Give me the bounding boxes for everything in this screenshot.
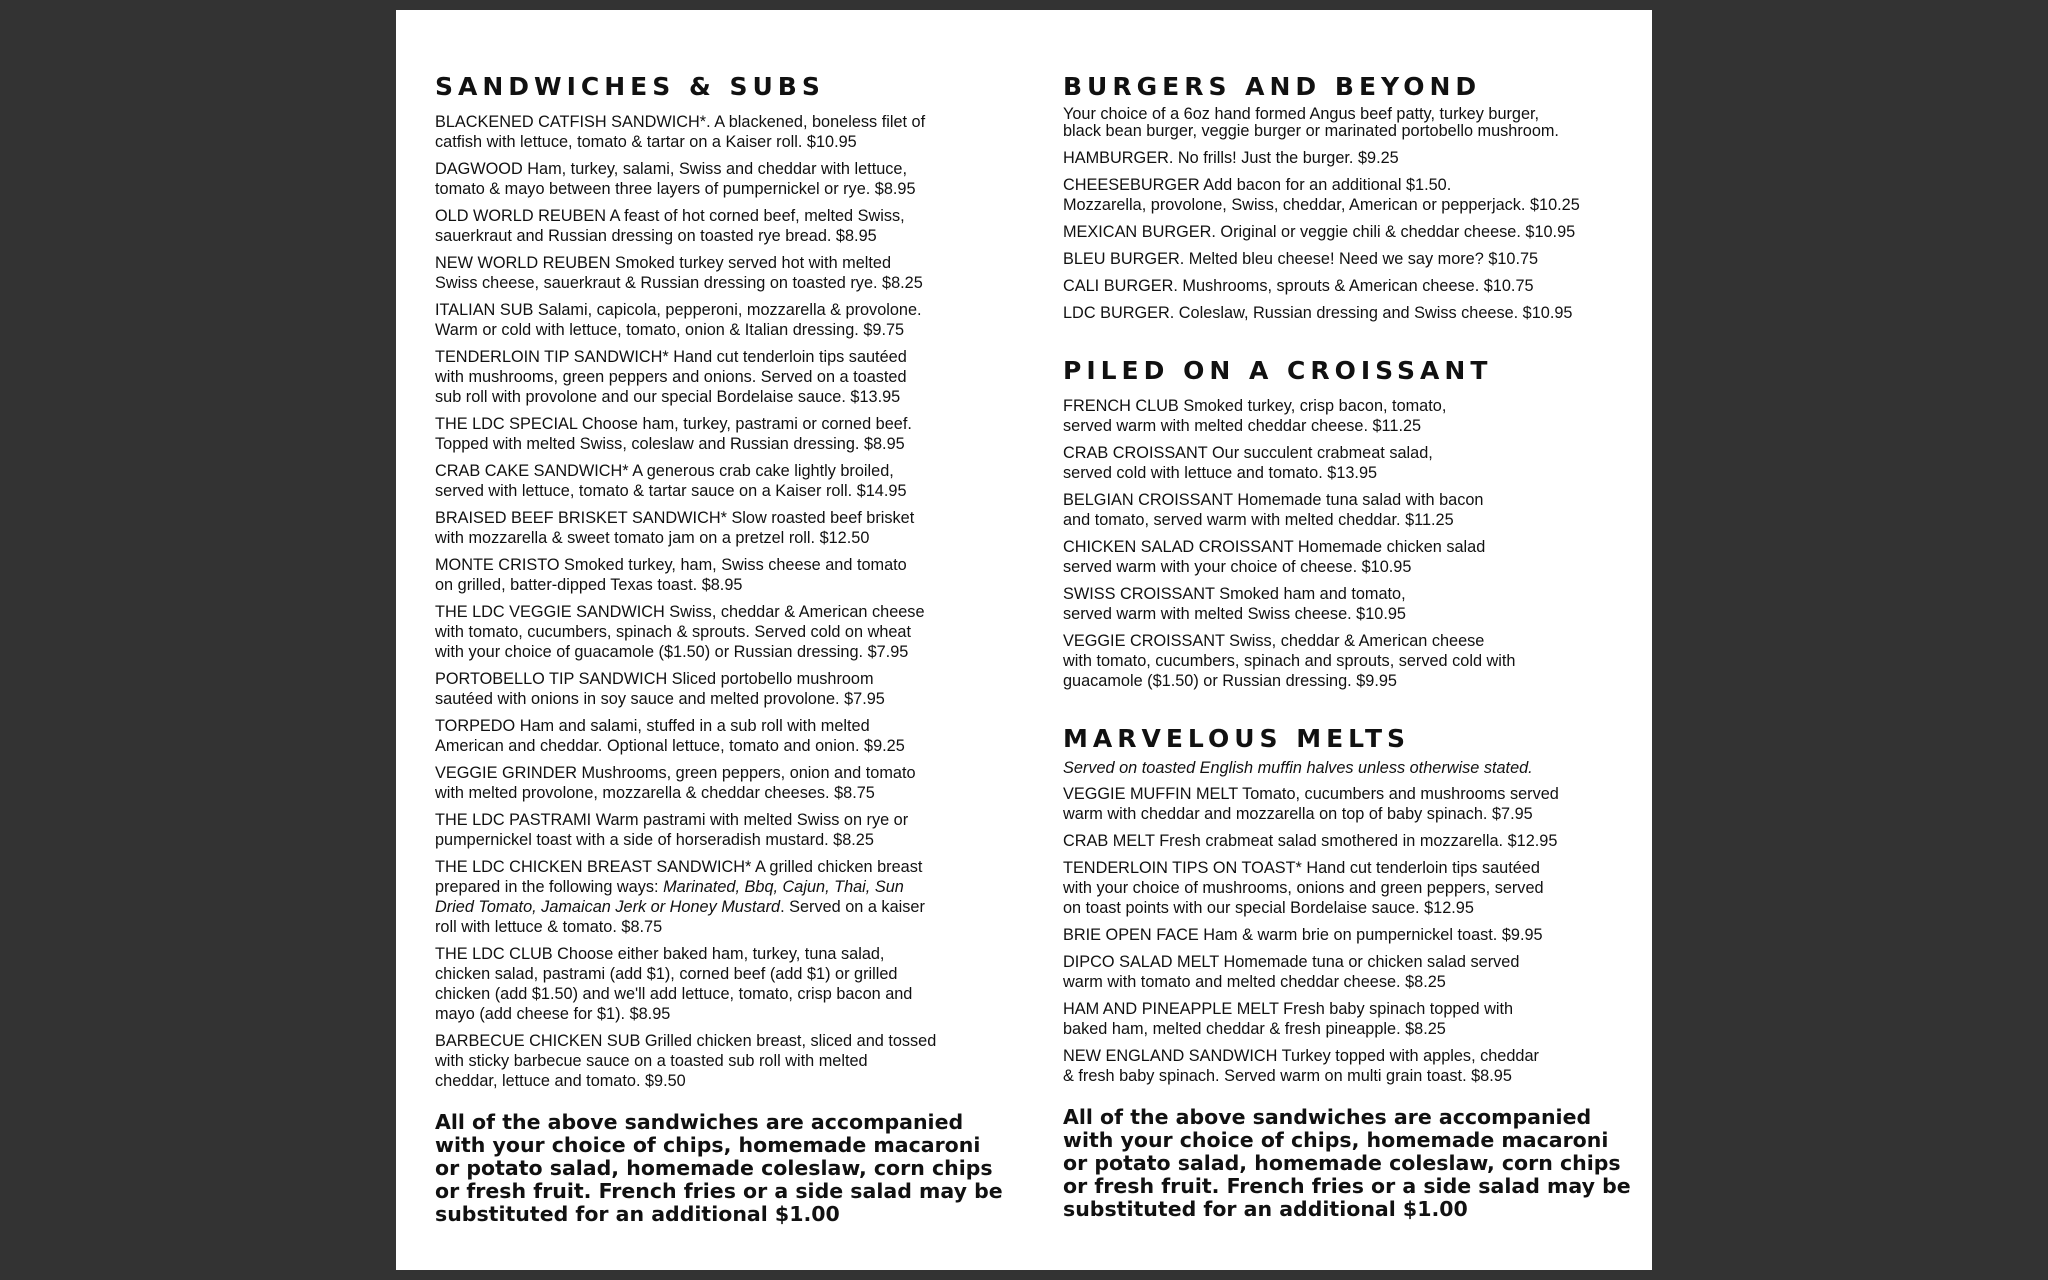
menu-item-line: VEGGIE MUFFIN MELT Tomato, cucumbers and mushrooms served: [1063, 785, 1559, 803]
menu-item-line: FRENCH CLUB Smoked turkey, crisp bacon, tomato,: [1063, 397, 1447, 415]
menu-item: [435, 944, 975, 1024]
menu-item: [1063, 537, 1623, 577]
menu-item: [435, 508, 975, 548]
menu-item-line: on toast points with our special Bordelaise sauce. $12.95: [1063, 899, 1474, 917]
menu-item-line: with mushrooms, green peppers and onions. Served on a toasted: [435, 368, 907, 386]
menu-item: [435, 159, 975, 199]
menu-item-line: baked ham, melted cheddar & fresh pineapple. $8.25: [1063, 1020, 1446, 1038]
menu-item-line: TORPEDO Ham and salami, stuffed in a sub roll with melted: [435, 717, 870, 735]
menu-item-line: PORTOBELLO TIP SANDWICH Sliced portobello mushroom: [435, 670, 874, 688]
croissant-list: [1063, 396, 1623, 691]
menu-item: [435, 1031, 975, 1091]
menu-item-line: BLACKENED CATFISH SANDWICH*. A blackened, boneless filet of: [435, 113, 926, 131]
text-line: or fresh fruit. French fries or a side salad may be: [1063, 1174, 1631, 1198]
menu-item-line: BELGIAN CROISSANT Homemade tuna salad with bacon: [1063, 491, 1484, 509]
menu-item-line: [435, 877, 975, 897]
menu-item: [435, 763, 975, 803]
menu-item-line: OLD WORLD REUBEN A feast of hot corned beef, melted Swiss,: [435, 207, 905, 225]
menu-item-line: with melted provolone, mozzarella & cheddar cheeses. $8.75: [435, 784, 875, 802]
text-line: black bean burger, veggie burger or marinated portobello mushroom.: [1063, 122, 1559, 140]
menu-item-line: MEXICAN BURGER. Original or veggie chili & cheddar cheese. $10.95: [1063, 223, 1576, 241]
menu-item-options: Dried Tomato, Jamaican Jerk or Honey Mustard: [435, 898, 781, 916]
menu-item-line: CHEESEBURGER Add bacon for an additional $1.50.: [1063, 176, 1452, 194]
menu-item-line: with your choice of mushrooms, onions and green peppers, served: [1063, 879, 1544, 897]
menu-item-line: HAM AND PINEAPPLE MELT Fresh baby spinach topped with: [1063, 1000, 1514, 1018]
menu-item-line: VEGGIE CROISSANT Swiss, cheddar & American cheese: [1063, 632, 1485, 650]
text-line: with your choice of chips, homemade macaroni: [1063, 1128, 1609, 1152]
text-line: with your choice of chips, homemade macaroni: [435, 1133, 981, 1157]
left-column: [435, 72, 1003, 1226]
menu-item-line: CRAB CAKE SANDWICH* A generous crab cake lightly broiled,: [435, 462, 894, 480]
menu-item-line: roll with lettuce & tomato. $8.75: [435, 918, 663, 936]
menu-item-line: served cold with lettuce and tomato. $13.95: [1063, 464, 1378, 482]
menu-item-line: DAGWOOD Ham, turkey, salami, Swiss and cheddar with lettuce,: [435, 160, 908, 178]
menu-item-line: [435, 897, 975, 917]
menu-item-line: THE LDC SPECIAL Choose ham, turkey, pastrami or corned beef.: [435, 415, 912, 433]
menu-item: [1063, 222, 1623, 242]
section-title-croissant: PILED ON A CROISSANT: [1063, 356, 1493, 385]
menu-item-line: Topped with melted Swiss, coleslaw and Russian dressing. $8.95: [435, 435, 905, 453]
menu-item-line: served warm with your choice of cheese. $10.95: [1063, 558, 1412, 576]
menu-item-line: THE LDC PASTRAMI Warm pastrami with melted Swiss on rye or: [435, 811, 909, 829]
menu-item-line: SWISS CROISSANT Smoked ham and tomato,: [1063, 585, 1406, 603]
menu-item-line: sauerkraut and Russian dressing on toasted rye bread. $8.95: [435, 227, 877, 245]
menu-item-line: served warm with melted Swiss cheese. $10.95: [1063, 605, 1406, 623]
text-line: All of the above sandwiches are accompanied: [435, 1110, 964, 1134]
menu-item-line: NEW ENGLAND SANDWICH Turkey topped with apples, cheddar: [1063, 1047, 1539, 1065]
menu-item-line: mayo (add cheese for $1). $8.95: [435, 1005, 671, 1023]
menu-item: [435, 461, 975, 501]
menu-item-line: Swiss cheese, sauerkraut & Russian dressing on toasted rye. $8.25: [435, 274, 923, 292]
burger-intro: [1063, 106, 1623, 140]
menu-item: [1063, 490, 1623, 530]
menu-item: [435, 810, 975, 850]
menu-item: [435, 206, 975, 246]
menu-item-line: BARBECUE CHICKEN SUB Grilled chicken breast, sliced and tossed: [435, 1032, 937, 1050]
menu-item-line: warm with cheddar and mozzarella on top of baby spinach. $7.95: [1063, 805, 1533, 823]
menu-item: [1063, 999, 1623, 1039]
section-gap: [1063, 698, 1623, 724]
menu-item: [435, 716, 975, 756]
menu-item-line: guacamole ($1.50) or Russian dressing. $9.95: [1063, 672, 1397, 690]
menu-item-line: ITALIAN SUB Salami, capicola, pepperoni, mozzarella & provolone.: [435, 301, 922, 319]
menu-item-options: Marinated, Bbq, Cajun, Thai, Sun: [663, 878, 904, 896]
menu-item-line: and tomato, served warm with melted cheddar. $11.25: [1063, 511, 1454, 529]
menu-item: [435, 112, 975, 152]
menu-item-line: pumpernickel toast with a side of horseradish mustard. $8.25: [435, 831, 874, 849]
menu-item-line: CHICKEN SALAD CROISSANT Homemade chicken salad: [1063, 538, 1486, 556]
menu-item-line: Warm or cold with lettuce, tomato, onion & Italian dressing. $9.75: [435, 321, 905, 339]
menu-item-line: with tomato, cucumbers, spinach and sprouts, served cold with: [1063, 652, 1516, 670]
menu-item: [1063, 303, 1623, 323]
sandwich-footer-note: [435, 1110, 1003, 1226]
text-line: or potato salad, homemade coleslaw, corn chips: [1063, 1151, 1621, 1175]
menu-item-text: prepared in the following ways:: [435, 878, 664, 896]
menu-item-line: TENDERLOIN TIPS ON TOAST* Hand cut tenderloin tips sautéed: [1063, 859, 1540, 877]
menu-item: [1063, 925, 1623, 945]
menu-item-line: BLEU BURGER. Melted bleu cheese! Need we say more? $10.75: [1063, 250, 1539, 268]
sandwich-list: [435, 112, 975, 1091]
menu-item-line: HAMBURGER. No frills! Just the burger. $9.25: [1063, 149, 1399, 167]
menu-item-line: warm with tomato and melted cheddar cheese. $8.25: [1063, 973, 1446, 991]
menu-item-line: chicken salad, pastrami (add $1), corned beef (add $1) or grilled: [435, 965, 898, 983]
menu-item: [435, 669, 975, 709]
melts-footer-note: [1063, 1105, 1631, 1221]
menu-item-line: LDC BURGER. Coleslaw, Russian dressing and Swiss cheese. $10.95: [1063, 304, 1573, 322]
right-column: [1063, 72, 1631, 1221]
menu-item: [435, 300, 975, 340]
melts-list: [1063, 784, 1623, 1086]
menu-item-line: American and cheddar. Optional lettuce, tomato and onion. $9.25: [435, 737, 905, 755]
menu-item-line: BRAISED BEEF BRISKET SANDWICH* Slow roasted beef brisket: [435, 509, 915, 527]
text-line: Your choice of a 6oz hand formed Angus beef patty, turkey burger,: [1063, 105, 1540, 123]
menu-item: [435, 414, 975, 454]
section-title-melts: MARVELOUS MELTS: [1063, 724, 1411, 753]
burger-list: [1063, 148, 1623, 323]
menu-item-line: chicken (add $1.50) and we'll add lettuce, tomato, crisp bacon and: [435, 985, 913, 1003]
menu-item: [1063, 175, 1623, 215]
menu-item-line: THE LDC VEGGIE SANDWICH Swiss, cheddar & American cheese: [435, 603, 925, 621]
menu-item: [435, 253, 975, 293]
menu-item: [1063, 396, 1623, 436]
menu-item-line: with mozzarella & sweet tomato jam on a pretzel roll. $12.50: [435, 529, 870, 547]
melts-intro: Served on toasted English muffin halves unless otherwise stated.: [1063, 759, 1533, 777]
menu-item: [1063, 443, 1623, 483]
menu-item-line: with sticky barbecue sauce on a toasted sub roll with melted: [435, 1052, 868, 1070]
menu-item-line: served warm with melted cheddar cheese. $11.25: [1063, 417, 1422, 435]
menu-item: [435, 602, 975, 662]
menu-item-line: MONTE CRISTO Smoked turkey, ham, Swiss cheese and tomato: [435, 556, 907, 574]
menu-page: [396, 10, 1652, 1270]
menu-item: [1063, 584, 1623, 624]
menu-item: [1063, 249, 1623, 269]
menu-item-line: & fresh baby spinach. Served warm on multi grain toast. $8.95: [1063, 1067, 1512, 1085]
section-title-burgers: BURGERS AND BEYOND: [1063, 72, 1482, 101]
menu-item-line: on grilled, batter-dipped Texas toast. $8.95: [435, 576, 743, 594]
menu-item: [1063, 148, 1623, 168]
section-gap: [1063, 330, 1623, 356]
menu-item: [435, 555, 975, 595]
menu-item-line: catfish with lettuce, tomato & tartar on a Kaiser roll. $10.95: [435, 133, 857, 151]
menu-item: [1063, 858, 1623, 918]
menu-item-line: sautéed with onions in soy sauce and melted provolone. $7.95: [435, 690, 885, 708]
menu-item: [1063, 784, 1623, 824]
menu-item-line: CRAB MELT Fresh crabmeat salad smothered in mozzarella. $12.95: [1063, 832, 1558, 850]
section-title-sandwiches: SANDWICHES & SUBS: [435, 72, 825, 101]
text-line: or fresh fruit. French fries or a side salad may be: [435, 1179, 1003, 1203]
menu-item-line: served with lettuce, tomato & tartar sauce on a Kaiser roll. $14.95: [435, 482, 907, 500]
menu-item: [1063, 831, 1623, 851]
menu-item-line: BRIE OPEN FACE Ham & warm brie on pumpernickel toast. $9.95: [1063, 926, 1543, 944]
text-line: substituted for an additional $1.00: [435, 1202, 840, 1226]
menu-item: [1063, 1046, 1623, 1086]
menu-item-line: sub roll with provolone and our special Bordelaise sauce. $13.95: [435, 388, 901, 406]
menu-item-line: with your choice of guacamole ($1.50) or Russian dressing. $7.95: [435, 643, 909, 661]
menu-item-line: cheddar, lettuce and tomato. $9.50: [435, 1072, 686, 1090]
menu-item-line: NEW WORLD REUBEN Smoked turkey served hot with melted: [435, 254, 892, 272]
menu-item: [1063, 952, 1623, 992]
text-line: or potato salad, homemade coleslaw, corn chips: [435, 1156, 993, 1180]
menu-item-line: THE LDC CHICKEN BREAST SANDWICH* A grilled chicken breast: [435, 858, 923, 876]
text-line: All of the above sandwiches are accompanied: [1063, 1105, 1592, 1129]
menu-item-line: THE LDC CLUB Choose either baked ham, turkey, tuna salad,: [435, 945, 885, 963]
menu-item: [1063, 631, 1623, 691]
menu-item-line: VEGGIE GRINDER Mushrooms, green peppers, onion and tomato: [435, 764, 916, 782]
menu-item-line: TENDERLOIN TIP SANDWICH* Hand cut tenderloin tips sautéed: [435, 348, 907, 366]
menu-item: [435, 347, 975, 407]
menu-item-line: with tomato, cucumbers, spinach & sprouts. Served cold on wheat: [435, 623, 912, 641]
menu-item-line: Mozzarella, provolone, Swiss, cheddar, American or pepperjack. $10.25: [1063, 196, 1580, 214]
menu-item-line: DIPCO SALAD MELT Homemade tuna or chicken salad served: [1063, 953, 1520, 971]
menu-item: [435, 857, 975, 937]
text-line: substituted for an additional $1.00: [1063, 1197, 1468, 1221]
menu-item: [1063, 276, 1623, 296]
menu-item-line: tomato & mayo between three layers of pumpernickel or rye. $8.95: [435, 180, 916, 198]
menu-item-line: CRAB CROISSANT Our succulent crabmeat salad,: [1063, 444, 1433, 462]
menu-item-line: CALI BURGER. Mushrooms, sprouts & American cheese. $10.75: [1063, 277, 1534, 295]
menu-item-text: . Served on a kaiser: [780, 898, 925, 916]
